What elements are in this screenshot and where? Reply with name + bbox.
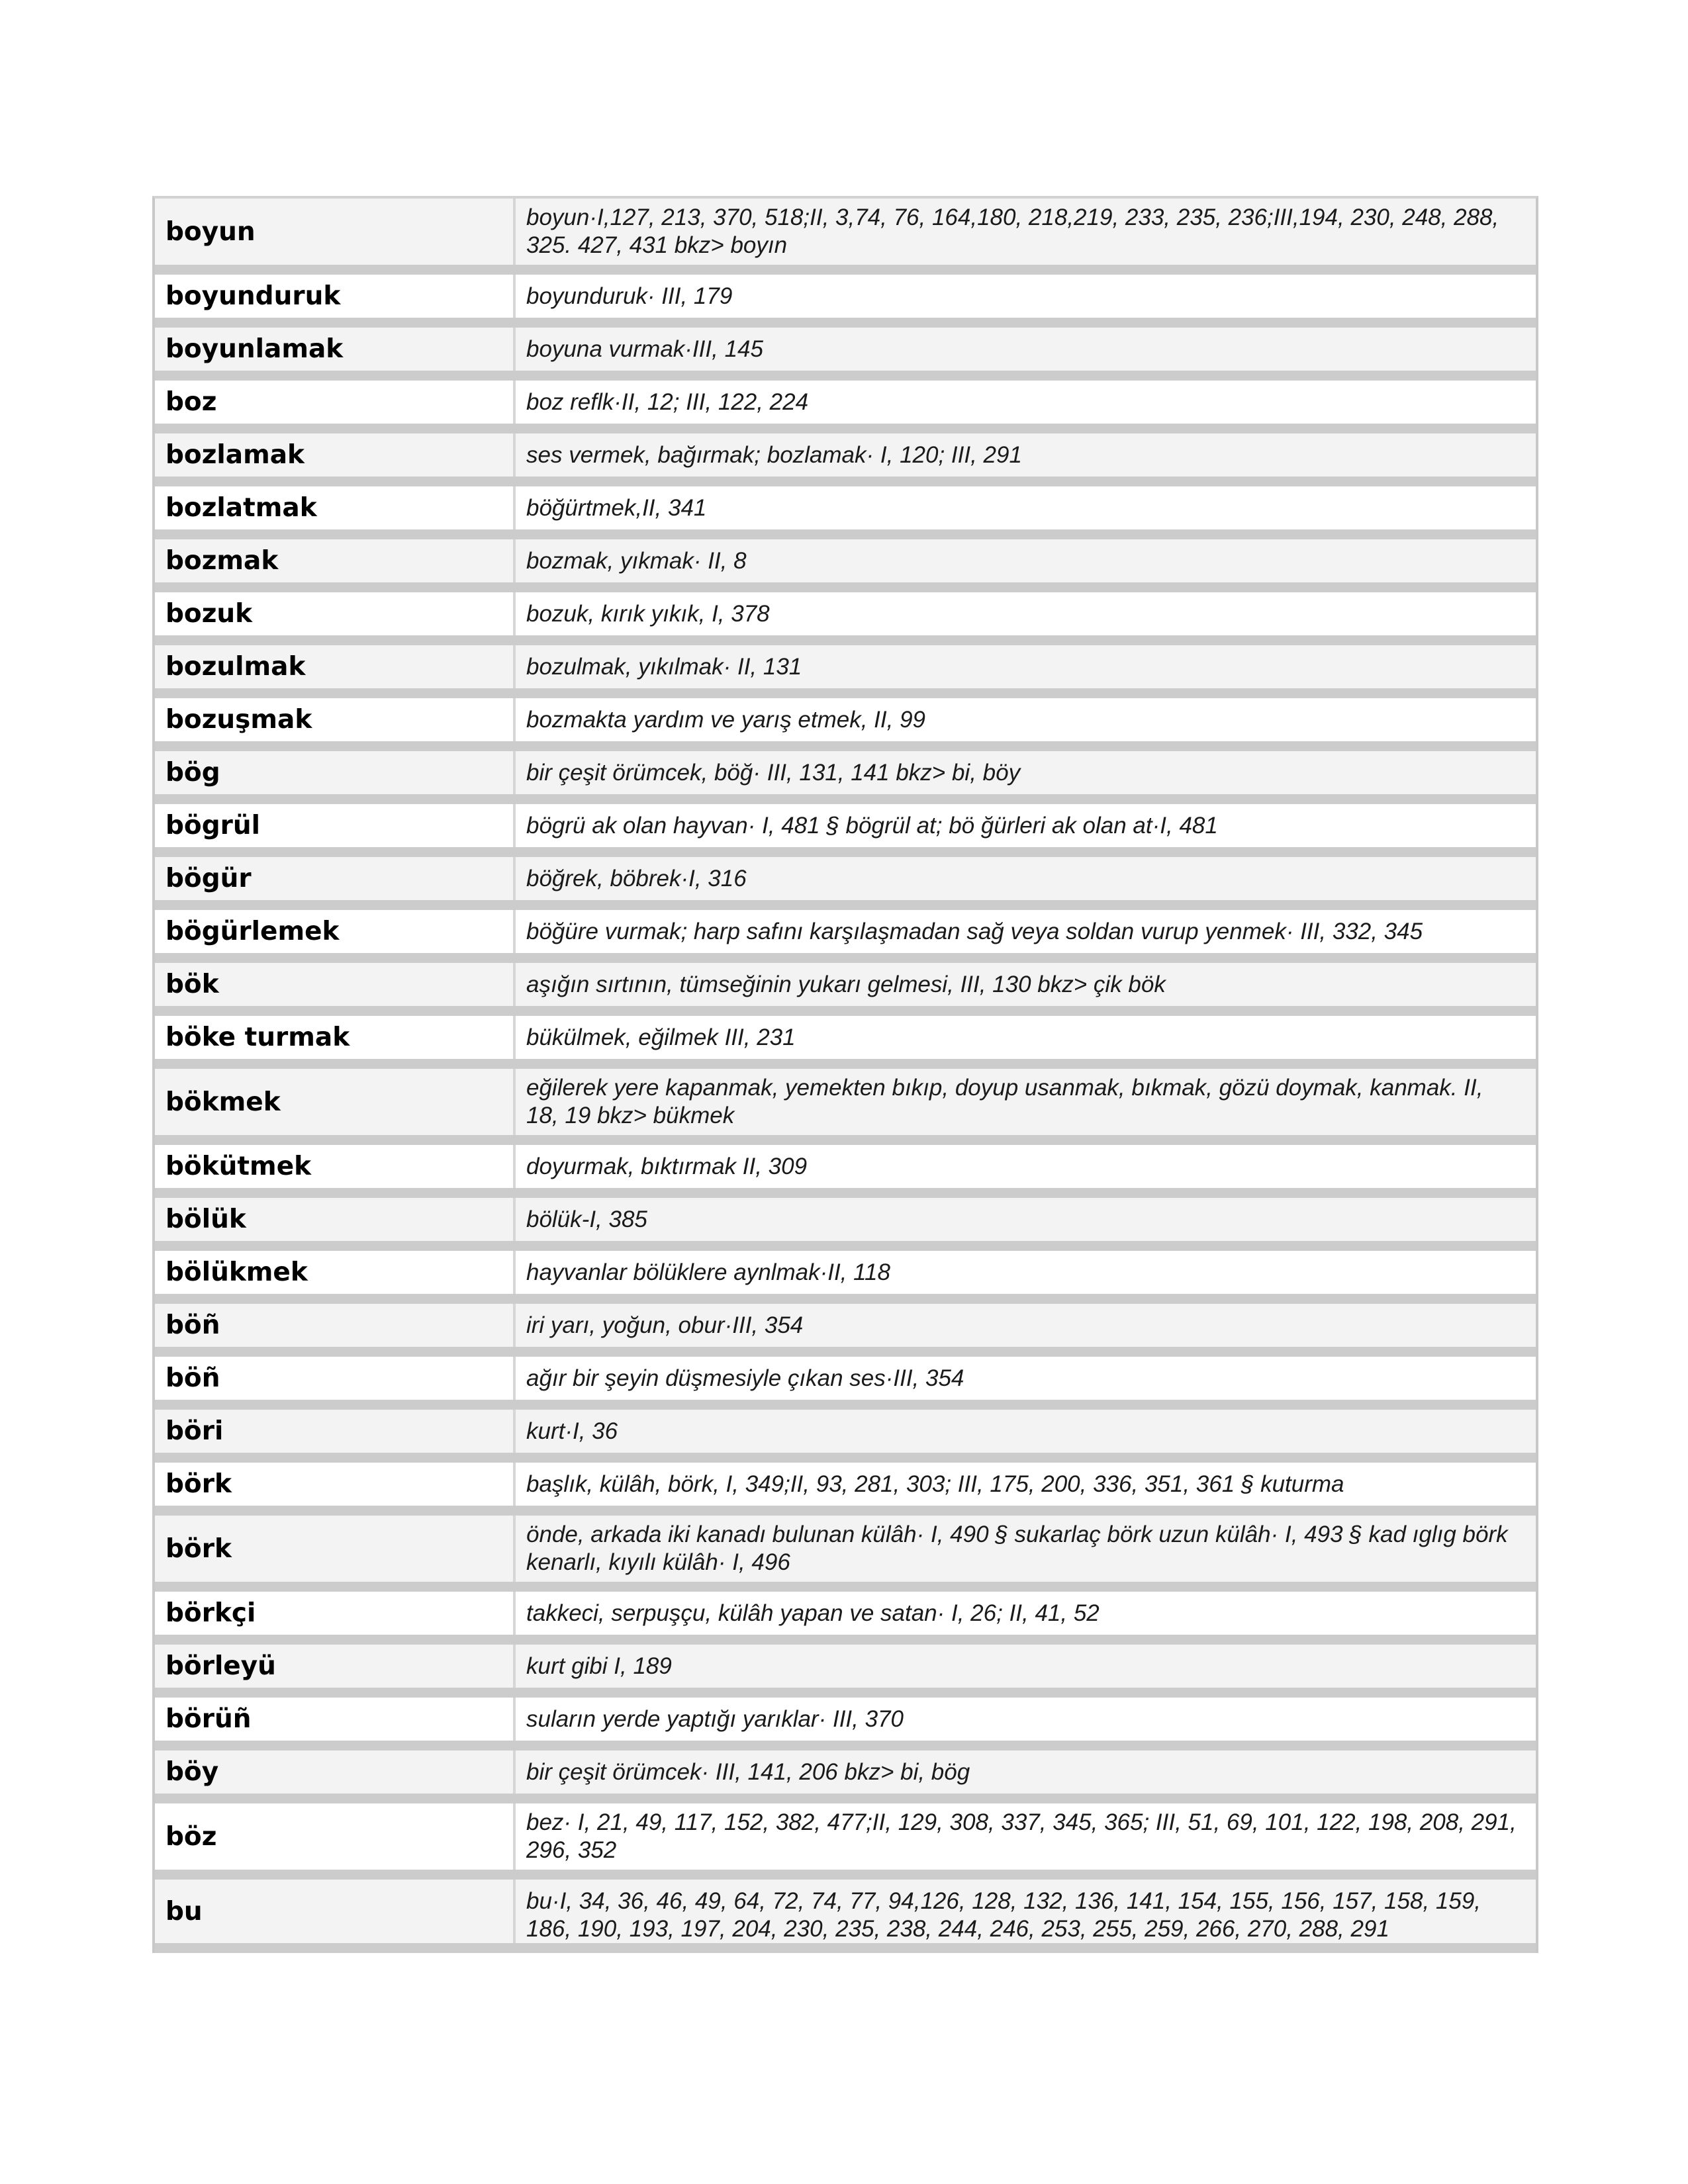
definition-cell — [516, 963, 1536, 1006]
definition-cell — [516, 1410, 1536, 1453]
definition-cell — [516, 645, 1536, 688]
definition-cell — [516, 486, 1536, 529]
headword: börleyü — [155, 1645, 516, 1688]
table-row — [155, 1198, 1536, 1251]
headword: bögür — [155, 857, 516, 900]
definition-cell — [516, 328, 1536, 371]
headword: bozmak — [155, 539, 516, 582]
headword: böñ — [155, 1304, 516, 1347]
headword: bozuk — [155, 592, 516, 635]
headword: boyunlamak — [155, 328, 516, 371]
definition-cell — [516, 1463, 1536, 1506]
definition: boyunduruk· III, 179 — [526, 283, 733, 309]
definition: kurt·I, 36 — [526, 1418, 618, 1444]
definition: ses vermek, bağırmak; bozlamak· I, 120; III, 291 — [526, 441, 1022, 468]
headword: börk — [155, 1516, 516, 1582]
definition: bez· I, 21, 49, 117, 152, 382, 477;II, 129, 308, 337, 345, 365; III, 51, 69, 101, 122, 198, 208, 291, 296, 352 — [526, 1809, 1517, 1863]
definition: önde, arkada iki kanadı bulunan külâh· I, 490 § sukarlaç börk uzun külâh· I, 493 § kad ıglıg börk kenarlı, kıyılı külâh· I, 496 — [526, 1522, 1508, 1575]
definition: bu·I, 34, 36, 46, 49, 64, 72, 74, 77, 94,126, 128, 132, 136, 141, 154, 155, 156, 157, 158, 159, 186, 190, 193, 197, 204, 230, 235, 238, 244, 246, 253, 255, 259, 266, 270, 288, 291 — [526, 1888, 1481, 1942]
headword: börüñ — [155, 1698, 516, 1741]
headword: bozlamak — [155, 433, 516, 477]
table-row — [155, 857, 1536, 910]
table-row — [155, 1145, 1536, 1198]
definition: doyurmak, bıktırmak II, 309 — [526, 1153, 808, 1179]
headword: boz — [155, 381, 516, 424]
headword: böri — [155, 1410, 516, 1453]
table-row — [155, 804, 1536, 857]
table-row — [155, 1357, 1536, 1410]
dictionary-table — [152, 196, 1538, 1953]
definition: boyuna vurmak·III, 145 — [526, 336, 763, 362]
table-row — [155, 592, 1536, 645]
definition: eğilerek yere kapanmak, yemekten bıkıp, doyup usanmak, bıkmak, gözü doymak, kanmak. II, 18, 19 bkz> bükmek — [526, 1075, 1483, 1128]
definition: takkeci, serpuşçu, külâh yapan ve satan· I, 26; II, 41, 52 — [526, 1600, 1100, 1626]
definition-cell — [516, 1251, 1536, 1294]
headword: börkçi — [155, 1592, 516, 1635]
headword: böke turmak — [155, 1016, 516, 1059]
table-row — [155, 1592, 1536, 1645]
definition-cell — [516, 1698, 1536, 1741]
table-row — [155, 1645, 1536, 1698]
definition: başlık, külâh, börk, I, 349;II, 93, 281, 303; III, 175, 200, 336, 351, 361 § kuturma — [526, 1471, 1344, 1497]
definition: kurt gibi I, 189 — [526, 1653, 672, 1679]
table-row — [155, 1751, 1536, 1803]
definition: bükülmek, eğilmek III, 231 — [526, 1024, 796, 1050]
definition-cell — [516, 1357, 1536, 1400]
table-row — [155, 433, 1536, 486]
headword: bölük — [155, 1198, 516, 1241]
headword: bozulmak — [155, 645, 516, 688]
definition-cell — [516, 910, 1536, 953]
table-row — [155, 1803, 1536, 1880]
table-row — [155, 645, 1536, 698]
definition-cell — [516, 751, 1536, 794]
definition-cell — [516, 1645, 1536, 1688]
definition: bozmak, yıkmak· II, 8 — [526, 547, 747, 574]
table-row — [155, 698, 1536, 751]
headword: böz — [155, 1803, 516, 1870]
definition: suların yerde yaptığı yarıklar· III, 370 — [526, 1706, 904, 1732]
table-row — [155, 1698, 1536, 1751]
definition-cell — [516, 1803, 1536, 1870]
headword: bök — [155, 963, 516, 1006]
headword: börk — [155, 1463, 516, 1506]
definition-cell — [516, 539, 1536, 582]
definition-cell — [516, 804, 1536, 847]
headword: bozuşmak — [155, 698, 516, 741]
definition: bozmakta yardım ve yarış etmek, II, 99 — [526, 706, 925, 733]
headword: böy — [155, 1751, 516, 1794]
definition-cell — [516, 1592, 1536, 1635]
headword: bu — [155, 1880, 516, 1943]
definition: iri yarı, yoğun, obur·III, 354 — [526, 1312, 804, 1338]
definition: bozulmak, yıkılmak· II, 131 — [526, 653, 802, 680]
definition-cell — [516, 1198, 1536, 1241]
definition: aşığın sırtının, tümseğinin yukarı gelmesi, III, 130 bkz> çik bök — [526, 971, 1166, 997]
table-row — [155, 963, 1536, 1016]
definition: bir çeşit örümcek· III, 141, 206 bkz> bi, bög — [526, 1758, 970, 1785]
headword: bölükmek — [155, 1251, 516, 1294]
definition: bozuk, kırık yıkık, I, 378 — [526, 600, 770, 627]
table-row — [155, 1410, 1536, 1463]
definition: boyun·I,127, 213, 370, 518;II, 3,74, 76, 164,180, 218,219, 233, 235, 236;III,194, 230, 248, 288, 325. 427, 431 bkz> boyın — [526, 205, 1499, 258]
definition: hayvanlar bölüklere aynlmak·II, 118 — [526, 1259, 890, 1285]
table-row — [155, 381, 1536, 433]
definition-cell — [516, 199, 1536, 265]
definition-cell — [516, 592, 1536, 635]
headword: boyun — [155, 199, 516, 265]
table-row — [155, 328, 1536, 381]
definition-cell — [516, 1069, 1536, 1135]
definition-cell — [516, 1880, 1536, 1943]
table-row — [155, 1304, 1536, 1357]
table-row — [155, 486, 1536, 539]
headword: boyunduruk — [155, 275, 516, 318]
headword: böñ — [155, 1357, 516, 1400]
definition-cell — [516, 1145, 1536, 1188]
definition: böğüre vurmak; harp safını karşılaşmadan sağ veya soldan vurup yenmek· III, 332, 345 — [526, 918, 1423, 944]
table-row — [155, 539, 1536, 592]
definition-cell — [516, 1304, 1536, 1347]
definition: bölük-I, 385 — [526, 1206, 647, 1232]
table-row — [155, 199, 1536, 275]
definition: böğürtmek,II, 341 — [526, 494, 707, 521]
definition-cell — [516, 381, 1536, 424]
table-row — [155, 1251, 1536, 1304]
table-row — [155, 1016, 1536, 1069]
definition-cell — [516, 433, 1536, 477]
definition-cell — [516, 1516, 1536, 1582]
table-row — [155, 910, 1536, 963]
table-row — [155, 1880, 1536, 1953]
definition: böğrek, böbrek·I, 316 — [526, 865, 747, 891]
table-row — [155, 1463, 1536, 1516]
definition-cell — [516, 698, 1536, 741]
definition: boz reflk·II, 12; III, 122, 224 — [526, 388, 809, 415]
definition-cell — [516, 1751, 1536, 1794]
table-row — [155, 1516, 1536, 1592]
headword: bozlatmak — [155, 486, 516, 529]
definition: bir çeşit örümcek, böğ· III, 131, 141 bkz> bi, böy — [526, 759, 1021, 786]
definition-cell — [516, 857, 1536, 900]
table-row — [155, 751, 1536, 804]
headword: bögrül — [155, 804, 516, 847]
definition: bögrü ak olan hayvan· I, 481 § bögrül at; bö ğürleri ak olan at·I, 481 — [526, 812, 1218, 839]
definition-cell — [516, 275, 1536, 318]
table-row — [155, 1069, 1536, 1145]
table-row — [155, 275, 1536, 328]
headword: bög — [155, 751, 516, 794]
headword: bökütmek — [155, 1145, 516, 1188]
headword: bökmek — [155, 1069, 516, 1135]
headword: bögürlemek — [155, 910, 516, 953]
definition-cell — [516, 1016, 1536, 1059]
definition: ağır bir şeyin düşmesiyle çıkan ses·III, 354 — [526, 1365, 964, 1391]
